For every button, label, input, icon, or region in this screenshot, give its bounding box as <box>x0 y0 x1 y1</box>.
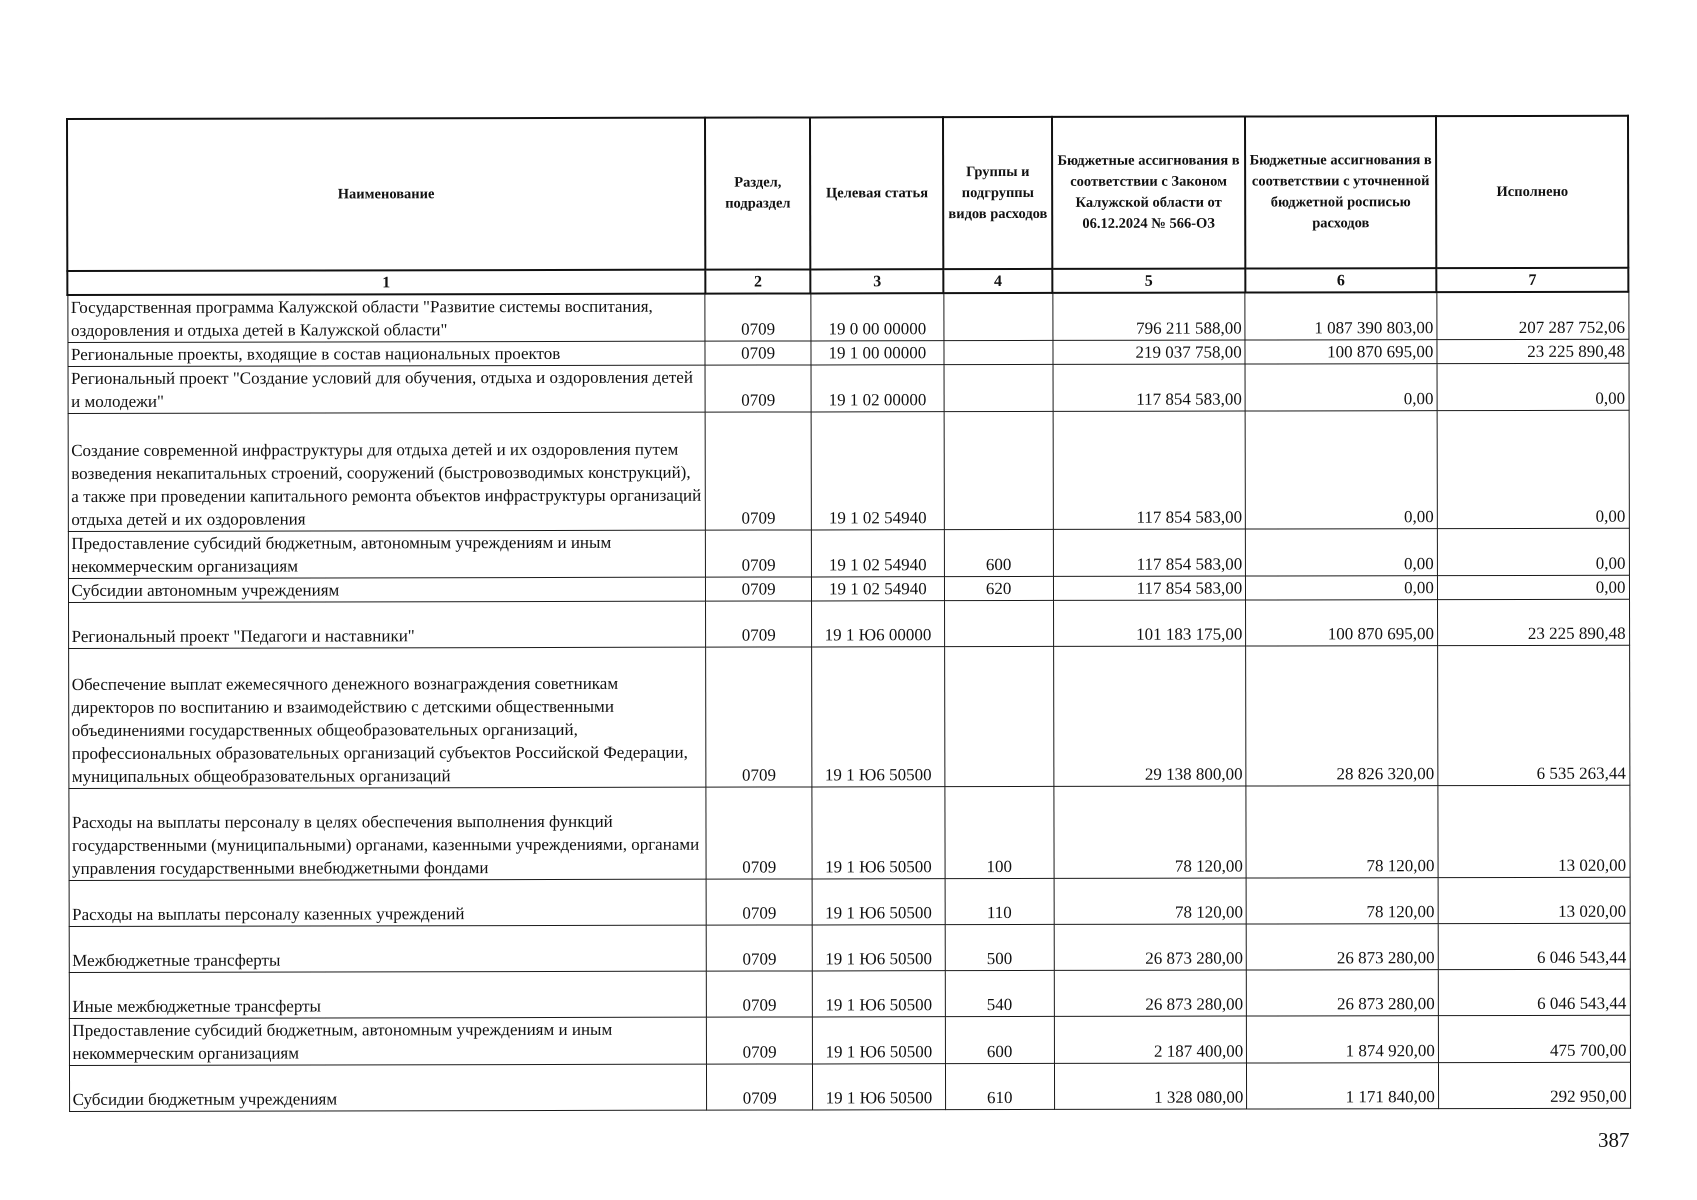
column-number: 3 <box>811 269 944 293</box>
row-refined-amount: 100 870 695,00 <box>1246 600 1438 646</box>
row-group <box>944 340 1053 364</box>
row-executed-amount: 0,00 <box>1437 363 1629 410</box>
row-law-amount: 29 138 800,00 <box>1053 646 1246 786</box>
table-row <box>69 877 1630 926</box>
row-section: 0709 <box>706 412 812 530</box>
row-section: 0709 <box>706 530 812 577</box>
column-number: 1 <box>67 270 705 295</box>
row-name: Межбюджетные трансферты <box>69 925 707 972</box>
table-row <box>68 599 1629 648</box>
row-section: 0709 <box>706 577 812 601</box>
row-executed-amount: 23 225 890,48 <box>1437 339 1629 363</box>
row-name: Региональные проекты, входящие в состав национальных проектов <box>67 341 705 366</box>
row-law-amount: 78 120,00 <box>1054 878 1247 924</box>
row-name: Расходы на выплаты персоналу казенных учреждений <box>69 879 707 926</box>
row-refined-amount: 0,00 <box>1245 411 1437 529</box>
table-row <box>69 1015 1630 1065</box>
row-section: 0709 <box>705 365 811 412</box>
row-refined-amount: 28 826 320,00 <box>1246 646 1438 786</box>
row-section: 0709 <box>706 647 812 787</box>
row-executed-amount: 0,00 <box>1437 410 1629 528</box>
row-executed-amount: 13 020,00 <box>1438 877 1630 923</box>
table-row <box>69 923 1630 972</box>
row-law-amount: 26 873 280,00 <box>1054 970 1247 1016</box>
table-row <box>68 363 1629 413</box>
row-section: 0709 <box>706 879 812 925</box>
header-section: Раздел, подраздел <box>705 117 811 269</box>
table-header-row <box>67 116 1628 271</box>
row-executed-amount: 475 700,00 <box>1438 1015 1630 1062</box>
row-name: Расходы на выплаты персоналу в целях обеспечения выполнения функций государственными (муниципальными) органами, казенными учреждениями, органами управления государственными внебюджетными фондами <box>68 787 706 880</box>
row-section: 0709 <box>707 925 813 971</box>
row-law-amount: 26 873 280,00 <box>1054 924 1247 970</box>
row-refined-amount: 78 120,00 <box>1246 786 1438 878</box>
row-target: 19 1 Ю6 50500 <box>812 879 945 925</box>
column-number: 5 <box>1052 269 1245 293</box>
row-section: 0709 <box>707 971 813 1017</box>
header-refined-allocations: Бюджетные ассигнования в соответствии с уточненной бюджетной росписью расходов <box>1245 116 1437 268</box>
table-row <box>68 785 1629 880</box>
row-law-amount: 2 187 400,00 <box>1054 1016 1247 1063</box>
row-target: 19 1 02 00000 <box>811 365 944 412</box>
row-name: Государственная программа Калужской области "Развитие системы воспитания, оздоровления и отдыха детей в Калужской области" <box>67 294 705 343</box>
row-target: 19 1 02 54940 <box>811 530 944 577</box>
column-number: 2 <box>705 269 811 293</box>
row-refined-amount: 1 874 920,00 <box>1247 1016 1439 1063</box>
row-name: Субсидии бюджетным учреждениям <box>69 1064 707 1111</box>
row-refined-amount: 26 873 280,00 <box>1247 970 1439 1016</box>
row-target: 19 1 Ю6 50500 <box>812 787 945 879</box>
row-executed-amount: 6 046 543,44 <box>1438 923 1630 969</box>
table-row <box>68 645 1629 788</box>
row-refined-amount: 1 087 390 803,00 <box>1245 292 1437 340</box>
row-group: 500 <box>945 924 1054 970</box>
row-target: 19 1 Ю6 50500 <box>812 925 945 971</box>
row-section: 0709 <box>705 341 811 365</box>
row-refined-amount: 0,00 <box>1245 364 1437 411</box>
column-number: 7 <box>1437 268 1629 292</box>
header-executed: Исполнено <box>1436 116 1628 268</box>
row-executed-amount: 0,00 <box>1437 575 1629 599</box>
table-row <box>68 575 1629 602</box>
row-executed-amount: 6 535 263,44 <box>1437 645 1629 785</box>
row-name: Предоставление субсидий бюджетным, автономным учреждениям и иным некоммерческим организациям <box>68 530 706 578</box>
row-law-amount: 219 037 758,00 <box>1053 340 1246 364</box>
row-executed-amount: 292 950,00 <box>1438 1062 1630 1108</box>
column-number-row <box>67 268 1628 295</box>
row-target: 19 1 Ю6 50500 <box>812 1064 945 1110</box>
row-refined-amount: 26 873 280,00 <box>1246 924 1438 970</box>
row-group <box>944 411 1053 529</box>
row-section: 0709 <box>707 1017 813 1064</box>
row-group: 600 <box>945 1016 1054 1063</box>
row-name: Иные межбюджетные трансферты <box>69 971 707 1018</box>
row-executed-amount: 6 046 543,44 <box>1438 969 1630 1015</box>
row-group: 620 <box>944 576 1053 600</box>
row-section: 0709 <box>706 601 812 647</box>
row-name: Региональный проект "Педагоги и наставники" <box>68 601 706 648</box>
row-target: 19 1 02 54940 <box>811 412 944 530</box>
row-executed-amount: 0,00 <box>1437 528 1629 575</box>
row-refined-amount: 1 171 840,00 <box>1247 1063 1439 1109</box>
table-row <box>67 339 1628 366</box>
table-row <box>69 969 1630 1018</box>
row-name: Предоставление субсидий бюджетным, автономным учреждениям и иным некоммерческим организациям <box>69 1017 707 1065</box>
row-law-amount: 117 854 583,00 <box>1053 411 1246 529</box>
row-group: 110 <box>945 878 1054 924</box>
header-law-allocations: Бюджетные ассигнования в соответствии с Законом Калужской области от 06.12.2024 № 566-ОЗ <box>1052 117 1245 269</box>
row-group <box>944 364 1053 411</box>
column-number: 4 <box>944 269 1053 293</box>
table-row <box>67 292 1628 343</box>
row-name: Региональный проект "Создание условий для обучения, отдыха и оздоровления детей и молодежи" <box>68 365 706 413</box>
column-number: 6 <box>1245 268 1437 292</box>
row-refined-amount: 0,00 <box>1246 576 1438 600</box>
budget-execution-table <box>66 115 1631 1112</box>
row-section: 0709 <box>706 787 812 879</box>
row-target: 19 1 Ю6 50500 <box>812 1017 945 1064</box>
row-executed-amount: 23 225 890,48 <box>1437 599 1629 645</box>
header-expense-group: Группы и подгруппы видов расходов <box>943 117 1052 269</box>
row-group <box>944 293 1053 341</box>
row-law-amount: 101 183 175,00 <box>1053 600 1246 646</box>
row-law-amount: 78 120,00 <box>1054 786 1247 878</box>
row-group: 100 <box>945 786 1054 878</box>
row-law-amount: 796 211 588,00 <box>1052 293 1245 341</box>
row-group: 600 <box>944 529 1053 576</box>
row-law-amount: 117 854 583,00 <box>1053 529 1246 576</box>
row-group <box>944 600 1053 646</box>
row-group: 540 <box>945 970 1054 1016</box>
row-group: 610 <box>945 1063 1054 1109</box>
row-target: 19 1 Ю6 50500 <box>812 971 945 1017</box>
header-name: Наименование <box>67 118 705 271</box>
row-executed-amount: 207 287 752,06 <box>1437 292 1629 340</box>
row-name: Создание современной инфраструктуры для отдыха детей и их оздоровления путем возведения некапитальных строений, сооружений (быстровозводимых конструкций), а также при проведении капитального ремонта объектов инфраструктуры организаций отдыха детей и их оздоровления <box>68 412 706 531</box>
row-target: 19 0 00 00000 <box>811 293 944 341</box>
row-name: Субсидии автономным учреждениям <box>68 577 706 602</box>
row-refined-amount: 0,00 <box>1246 529 1438 576</box>
row-target: 19 1 Ю6 50500 <box>812 647 945 787</box>
row-law-amount: 1 328 080,00 <box>1054 1063 1247 1109</box>
row-law-amount: 117 854 583,00 <box>1053 364 1246 411</box>
row-section: 0709 <box>705 293 811 341</box>
row-refined-amount: 78 120,00 <box>1246 878 1438 924</box>
row-target: 19 1 00 00000 <box>811 341 944 365</box>
row-group <box>944 646 1053 786</box>
row-section: 0709 <box>707 1064 813 1110</box>
table-row <box>68 410 1629 531</box>
table-row <box>68 528 1629 578</box>
row-executed-amount: 13 020,00 <box>1438 785 1630 877</box>
page-number: 387 <box>1598 1128 1630 1152</box>
row-target: 19 1 Ю6 00000 <box>811 601 944 647</box>
header-target-article: Целевая статья <box>810 117 943 269</box>
row-law-amount: 117 854 583,00 <box>1053 576 1246 600</box>
row-name: Обеспечение выплат ежемесячного денежного вознаграждения советникам директоров по воспитанию и взаимодействию с детскими общественными объединениями государственных общеобразовательных организаций, профессиональных образовательных организаций субъектов Российской Федерации, муниципальных общеобразовательных организаций <box>68 647 706 788</box>
row-target: 19 1 02 54940 <box>811 577 944 601</box>
table-row <box>69 1062 1630 1111</box>
row-refined-amount: 100 870 695,00 <box>1245 340 1437 364</box>
